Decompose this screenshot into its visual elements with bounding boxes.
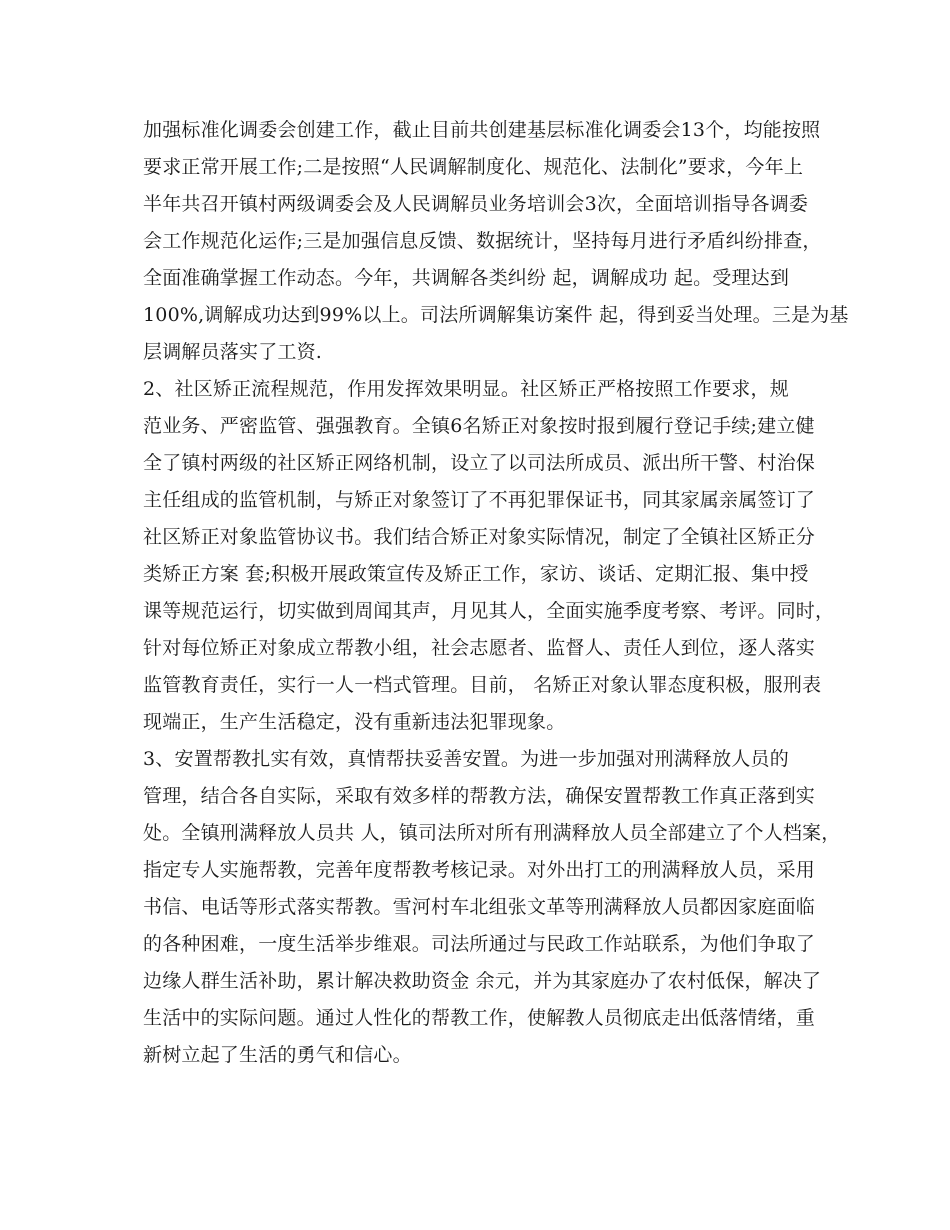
text-line: 新树立起了生活的勇气和信心。	[143, 1044, 412, 1066]
text-line: 书信、电话等形式落实帮教。雪河村车北组张文革等刑满释放人员都因家庭面临	[143, 896, 816, 918]
text-line: 主任组成的监管机制，与矫正对象签订了不再犯罪保证书，同其家属亲属签订了	[143, 489, 816, 511]
text-line: 加强标准化调委会创建工作，截止目前共创建基层标准化调委会13个，均能按照	[143, 119, 821, 141]
text-line: 半年共召开镇村两级调委会及人民调解员业务培训会3次，全面培训指导各调委	[143, 193, 809, 215]
text-line: 100%,调解成功达到99%以上。司法所调解集访案件 起，得到妥当处理。三是为基	[143, 304, 849, 326]
text-line: 层调解员落实了工资.	[143, 341, 323, 363]
text-line: 会工作规范化运作;三是加强信息反馈、数据统计，坚持每月进行矛盾纠纷排查，	[143, 230, 822, 252]
text-line: 课等规范运行，切实做到周闻其声，月见其人，全面实施季度考察、考评。同时，	[143, 600, 835, 622]
paragraph-3-start: 3、安置帮教扎实有效，真情帮扶妥善安置。为进一步加强对刑满释放人员的	[143, 748, 789, 770]
text-line: 类矫正方案 套;积极开展政策宣传及矫正工作，家访、谈话、定期汇报、集中授	[143, 563, 809, 585]
text-line: 全了镇村两级的社区矫正网络机制，设立了以司法所成员、派出所干警、村治保	[143, 452, 816, 474]
text-line: 指定专人实施帮教，完善年度帮教考核记录。对外出打工的刑满释放人员，采用	[143, 859, 816, 881]
text-line: 社区矫正对象监管协议书。我们结合矫正对象实际情况，制定了全镇社区矫正分	[143, 526, 816, 548]
text-line: 管理，结合各自实际，采取有效多样的帮教方法，确保安置帮教工作真正落到实	[143, 785, 816, 807]
text-line: 针对每位矫正对象成立帮教小组，社会志愿者、监督人、责任人到位，逐人落实	[143, 637, 816, 659]
text-line: 监管教育责任，实行一人一档式管理。目前， 名矫正对象认罪态度积极，服刑表	[143, 674, 822, 696]
text-line: 生活中的实际问题。通过人性化的帮教工作，使解教人员彻底走出低落情绪，重	[143, 1007, 816, 1029]
paragraph-2-start: 2、社区矫正流程规范，作用发挥效果明显。社区矫正严格按照工作要求，规	[143, 378, 789, 400]
text-line: 处。全镇刑满释放人员共 人，镇司法所对所有刑满释放人员全部建立了个人档案，	[143, 822, 841, 844]
text-line: 现端正，生产生活稳定，没有重新违法犯罪现象。	[143, 711, 566, 733]
text-line: 全面准确掌握工作动态。今年，共调解各类纠纷 起，调解成功 起。受理达到	[143, 267, 790, 289]
text-line: 要求正常开展工作;二是按照“人民调解制度化、规范化、法制化”要求，今年上	[143, 156, 804, 178]
text-line: 边缘人群生活补助，累计解决救助资金 余元，并为其家庭办了农村低保，解决了	[143, 970, 822, 992]
text-line: 的各种困难，一度生活举步维艰。司法所通过与民政工作站联系，为他们争取了	[143, 933, 816, 955]
text-line: 范业务、严密监管、强强教育。全镇6名矫正对象按时报到履行登记手续;建立健	[143, 415, 815, 437]
